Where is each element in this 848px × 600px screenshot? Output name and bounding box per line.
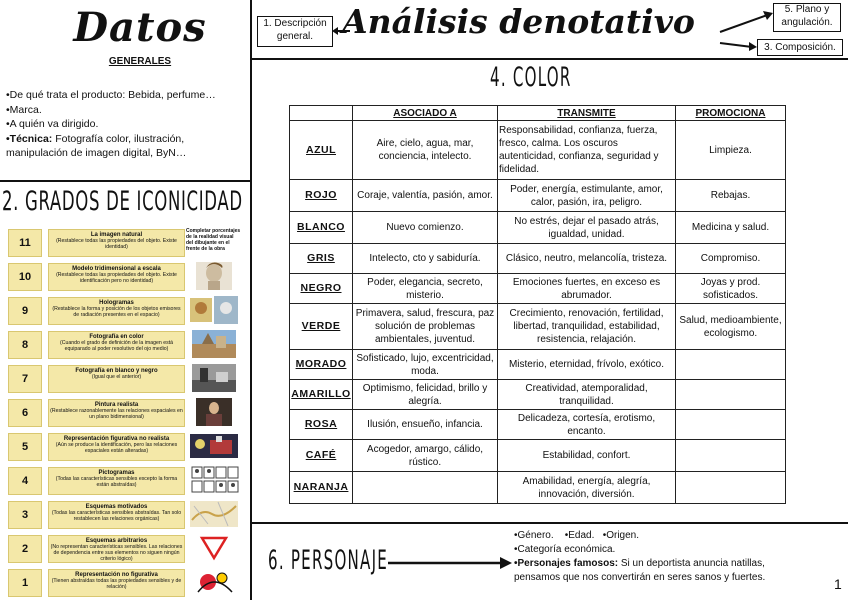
grado-description: Esquemas motivados (Todas las características sensibles abstraídas. Tan solo restablecen las relaciones orgánicas) <box>48 501 185 529</box>
left-panel-divider <box>250 0 252 600</box>
grado-row-10 <box>6 262 242 290</box>
realist-painting-image <box>188 398 240 426</box>
grado-row-6 <box>6 398 242 426</box>
promociona-cell: Salud, medioambiente, ecologismo. <box>676 304 786 350</box>
datos-item: manipulación de imagen digital, ByN… <box>6 147 187 159</box>
asociado-cell: Ilusión, ensueño, infancia. <box>353 410 498 440</box>
personaje-line: •Categoría económica. <box>514 544 616 555</box>
grado-description: Representación no figurativa (Tienen abstraídas todas las propiedades sensibles y de relación) <box>48 569 185 597</box>
asociado-cell: Primavera, salud, frescura, paz solución de problemas ambientales, juventud. <box>353 304 498 350</box>
grado-number: 8 <box>8 331 42 359</box>
promociona-cell <box>676 440 786 472</box>
sculpture-bust-image <box>188 262 240 290</box>
grado-row-5 <box>6 432 242 460</box>
pictogram-grid-image <box>188 466 240 494</box>
grado-row-2 <box>6 534 242 562</box>
color-photo-image <box>188 330 240 358</box>
promociona-cell: Medicina y salud. <box>676 212 786 244</box>
grado-row-1 <box>6 568 242 596</box>
color-name: NEGRO <box>290 274 353 304</box>
map-scheme-image <box>188 500 240 528</box>
asociado-cell: Sofisticado, lujo, excentricidad, moda. <box>353 350 498 380</box>
color-name: VERDE <box>290 304 353 350</box>
color-name: CAFÉ <box>290 440 353 472</box>
datos-item: •A quién va dirigido. <box>6 118 99 130</box>
transmite-cell: Poder, energía, estimulante, amor, calor, pasión, ira, peligro. <box>498 180 676 212</box>
table-row <box>290 180 786 212</box>
table-header-row <box>290 106 786 121</box>
grado-description: La imagen natural (Restablece todas las propiedades del objeto. Existe identidad) <box>48 229 185 257</box>
grado-row-9 <box>6 296 242 324</box>
transmite-cell: Clásico, neutro, melancolía, tristeza. <box>498 244 676 274</box>
grado-number: 4 <box>8 467 42 495</box>
table-row <box>290 121 786 180</box>
transmite-cell: Emociones fuertes, en exceso es abrumador. <box>498 274 676 304</box>
grado-row-3 <box>6 500 242 528</box>
grado-description: Hologramas (Restablece la forma y posición de los objetos emisores de radiación presentes en el espacio) <box>48 297 185 325</box>
table-row <box>290 440 786 472</box>
transmite-cell: Delicadeza, cortesía, erotismo, encanto. <box>498 410 676 440</box>
asociado-cell: Acogedor, amargo, cálido, rústico. <box>353 440 498 472</box>
analisis-denotativo-title: Análisis denotativo <box>342 2 695 41</box>
table-row <box>290 274 786 304</box>
grado-description: Fotografía en color (Cuando el grado de definición de la imagen está equiparado al poder resolutivo del ojo medio) <box>48 331 185 359</box>
transmite-cell: Responsabilidad, confianza, fuerza, fresco, calma. Los oscuros autenticidad, confianza, seguridad y fidelidad. <box>498 121 676 180</box>
color-name: AZUL <box>290 121 353 180</box>
grado-number: 6 <box>8 399 42 427</box>
transmite-cell: Amabilidad, energía, alegría, innovación, diversión. <box>498 472 676 504</box>
header-divider <box>252 58 848 60</box>
personaje-notes <box>514 529 804 585</box>
grado-number: 10 <box>8 263 42 291</box>
grado-description: Pictogramas (Todas las características sensibles excepto la forma están abstraídas) <box>48 467 185 495</box>
grado-description: Esquemas arbitrarios (No representan características sensibles. Las relaciones de dependencia entre sus elementos no siguen ningún criterio lógico) <box>48 535 185 563</box>
personaje-title: 6. PERSONAJE <box>268 545 389 576</box>
table-row <box>290 212 786 244</box>
header-cell: PROMOCIONA <box>676 106 786 121</box>
grado-description: Pintura realista (Restablece razonablemente las relaciones espaciales en un plano bidimensional) <box>48 399 185 427</box>
color-name: MORADO <box>290 350 353 380</box>
personaje-line: •Género. •Edad. •Origen. <box>514 530 640 541</box>
personaje-line: pensamos que nos convertirán en seres sanos y fuertes. <box>514 572 766 583</box>
page-number: 1 <box>834 576 842 592</box>
asociado-cell: Intelecto, cto y sabiduría. <box>353 244 498 274</box>
grado-row-11 <box>6 228 242 256</box>
promociona-cell: Rebajas. <box>676 180 786 212</box>
transmite-cell: Misterio, eternidad, frívolo, exótico. <box>498 350 676 380</box>
asociado-cell <box>353 472 498 504</box>
warning-triangle-icon <box>188 534 240 562</box>
grado-row-4 <box>6 466 242 494</box>
bw-photo-image <box>188 364 240 392</box>
header-cell: ASOCIADO A <box>353 106 498 121</box>
grado-number: 3 <box>8 501 42 529</box>
promociona-cell: Joyas y prod. sofisticados. <box>676 274 786 304</box>
promociona-cell: Compromiso. <box>676 244 786 274</box>
transmite-cell: No estrés, dejar el pasado atrás, igualdad, unidad. <box>498 212 676 244</box>
color-name: NARANJA <box>290 472 353 504</box>
hologram-image <box>188 296 240 324</box>
promociona-cell <box>676 472 786 504</box>
arrow-right-icon <box>388 556 512 570</box>
color-name: AMARILLO <box>290 380 353 410</box>
promociona-cell <box>676 350 786 380</box>
asociado-cell: Aire, cielo, agua, mar, conciencia, intelecto. <box>353 121 498 180</box>
grado-row-7 <box>6 364 242 392</box>
promociona-cell: Limpieza. <box>676 121 786 180</box>
grado-number: 1 <box>8 569 42 597</box>
color-title: 4. COLOR <box>490 62 572 93</box>
datos-divider <box>0 180 250 182</box>
asociado-cell: Nuevo comienzo. <box>353 212 498 244</box>
promociona-cell <box>676 380 786 410</box>
header-cell <box>290 106 353 121</box>
transmite-cell: Estabilidad, confort. <box>498 440 676 472</box>
color-name: ROJO <box>290 180 353 212</box>
abstract-art-image <box>188 568 240 596</box>
color-name: ROSA <box>290 410 353 440</box>
asociado-cell: Coraje, valentía, pasión, amor. <box>353 180 498 212</box>
asociado-cell: Poder, elegancia, secreto, misterio. <box>353 274 498 304</box>
grado-number: 5 <box>8 433 42 461</box>
grado-row-8 <box>6 330 242 358</box>
plano-angulacion-box: 5. Plano y angulación. <box>773 3 841 32</box>
grado-description: Representación figurativa no realista (Aún se produce la identificación, pero las relaciones espaciales están alteradas) <box>48 433 185 461</box>
asociado-cell: Optimismo, felicidad, brillo y alegría. <box>353 380 498 410</box>
color-name: BLANCO <box>290 212 353 244</box>
composicion-box: 3. Composición. <box>757 39 843 56</box>
personaje-divider <box>252 522 848 524</box>
table-row <box>290 472 786 504</box>
grado-number: 7 <box>8 365 42 393</box>
datos-item: •Marca. <box>6 103 42 116</box>
figurative-illustration-image <box>188 432 240 460</box>
table-row <box>290 380 786 410</box>
table-row <box>290 350 786 380</box>
grado-number: 2 <box>8 535 42 563</box>
personaje-line: •Personajes famosos: Si un deportista anuncia natillas, <box>514 558 765 569</box>
datos-title: Datos <box>73 4 207 51</box>
grados-title: 2. GRADOS DE ICONICIDAD <box>2 186 243 217</box>
arrow-right-icon <box>718 38 758 52</box>
grado-description: Modelo tridimensional a escala (Restablece todas las propiedades del objeto. Existe identificación pero no identidad) <box>48 263 185 291</box>
color-name: GRIS <box>290 244 353 274</box>
promociona-cell <box>676 410 786 440</box>
grado-number: 11 <box>8 229 42 257</box>
table-row <box>290 244 786 274</box>
grado-description: Fotografía en blanco y negro (Igual que el anterior) <box>48 365 185 393</box>
transmite-cell: Creatividad, atemporalidad, tranquilidad. <box>498 380 676 410</box>
table-row <box>290 304 786 350</box>
transmite-cell: Crecimiento, renovación, fertilidad, libertad, tranquilidad, estabilidad, resistencia, relajación. <box>498 304 676 350</box>
descripcion-general-box: 1. Descripción general. <box>257 16 333 47</box>
header-cell: TRANSMITE <box>498 106 676 121</box>
datos-list <box>6 88 244 161</box>
grado-number: 9 <box>8 297 42 325</box>
datos-item: •De qué trata el producto: Bebida, perfume… <box>6 89 216 101</box>
table-row <box>290 410 786 440</box>
grados-side-note: Completar porcentajes de la realidad visual del dibujante en el frente de la obra <box>186 228 241 252</box>
arrow-up-right-icon <box>718 8 774 36</box>
color-table <box>289 105 786 504</box>
datos-subtitle: GENERALES <box>108 56 172 67</box>
datos-item: •Técnica: Fotografía color, ilustración, <box>6 132 185 145</box>
